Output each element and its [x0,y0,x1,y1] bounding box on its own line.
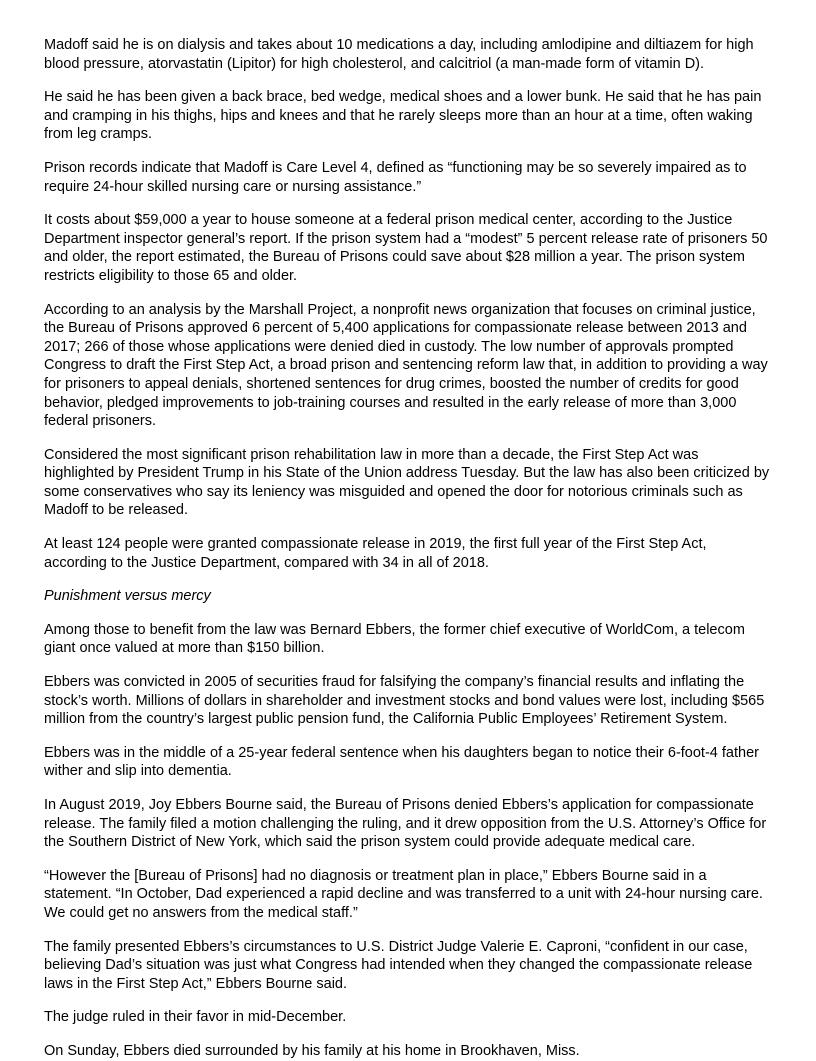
paragraph: Ebbers was in the middle of a 25-year federal sentence when his daughters began to notice their 6-foot-4 father wither and slip into dementia. [44,744,759,780]
paragraph: According to an analysis by the Marshall Project, a nonprofit news organization that focuses on criminal justice, the Bureau of Prisons approved 6 percent of 5,400 applications for compassionate release between 2013 and 2017; 266 of those whose applications were denied died in custody. The low number of approvals prompted Congress to draft the First Step Act, a broad prison and sentencing reform law that, in addition to providing a way for prisoners to appeal denials, shortened sentences for drug crimes, boosted the number of credits for good behavior, pledged improvements to job-training courses and resulted in the early release of more than 3,000 federal prisoners. [44,301,768,430]
paragraph: At least 124 people were granted compassionate release in 2019, the first full year of the First Step Act, according to the Justice Department, compared with 34 in all of 2018. [44,536,707,571]
paragraph: Prison records indicate that Madoff is Care Level 4, defined as “functioning may be so severely impaired as to require 24-hour skilled nursing care or nursing assistance.” [44,159,747,195]
paragraph: The family presented Ebbers’s circumstances to U.S. District Judge Valerie E. Caproni, “confident in our case, believing Dad’s situation was just what Congress had intended when they changed the compassionate release laws in the First Step Act,” Ebbers Bourne said. [44,938,753,992]
paragraph: Madoff said he is on dialysis and takes about 10 medications a day, including amlodipine and diltiazem for high blood pressure, atorvastatin (Lipitor) for high cholesterol, and calcitriol (a man-made form of vitamin D). [44,37,754,72]
paragraph: The judge ruled in their favor in mid-December. [44,1009,347,1026]
paragraph: He said he has been given a back brace, bed wedge, medical shoes and a lower bunk. He said that he has pain and cramping in his thighs, hips and knees and that he rarely sleeps more than an hour at a time, often waking from leg cramps. [44,89,762,143]
paragraph: “However the [Bureau of Prisons] had no diagnosis or treatment plan in place,” Ebbers Bourne said in a statement. “In October, Dad experienced a rapid decline and was transferred to a unit with 24-hour nursing care. We could get no answers from the medical staff.” [44,867,763,921]
paragraph: Ebbers was convicted in 2005 of securities fraud for falsifying the company’s financial results and inflating the stock’s worth. Millions of dollars in shareholder and investment stocks and bond values were lost, including $565 million from the country’s largest public pension fund, the California Public Employees’ Retirement System. [44,674,765,728]
paragraph: Among those to benefit from the law was Bernard Ebbers, the former chief executive of WorldCom, a telecom giant once valued at more than $150 billion. [44,621,745,657]
paragraph: In August 2019, Joy Ebbers Bourne said, the Bureau of Prisons denied Ebbers’s application for compassionate release. The family filed a motion challenging the ruling, and it drew opposition from the U.S. Attorney’s Office for the Southern District of New York, which said the prison system could provide adequate medical care. [44,797,767,851]
section-heading: Punishment versus mercy [44,588,211,605]
paragraph: It costs about $59,000 a year to house someone at a federal prison medical center, according to the Justice Department inspector general’s report. If the prison system had a “modest” 5 percent release rate of prisoners 50 and older, the report estimated, the Bureau of Prisons could save about $28 million a year. The prison system restricts eligibility to those 65 and older. [44,212,768,284]
paragraph: Considered the most significant prison rehabilitation law in more than a decade, the First Step Act was highlighted by President Trump in his State of the Union address Tuesday. But the law has also been criticized by some conservatives who say its leniency was misguided and opened the door for notorious criminals such as Madoff to be released. [44,446,770,519]
article-body [44,36,772,1061]
paragraph: On Sunday, Ebbers died surrounded by his family at his home in Brookhaven, Miss. [44,1042,580,1059]
